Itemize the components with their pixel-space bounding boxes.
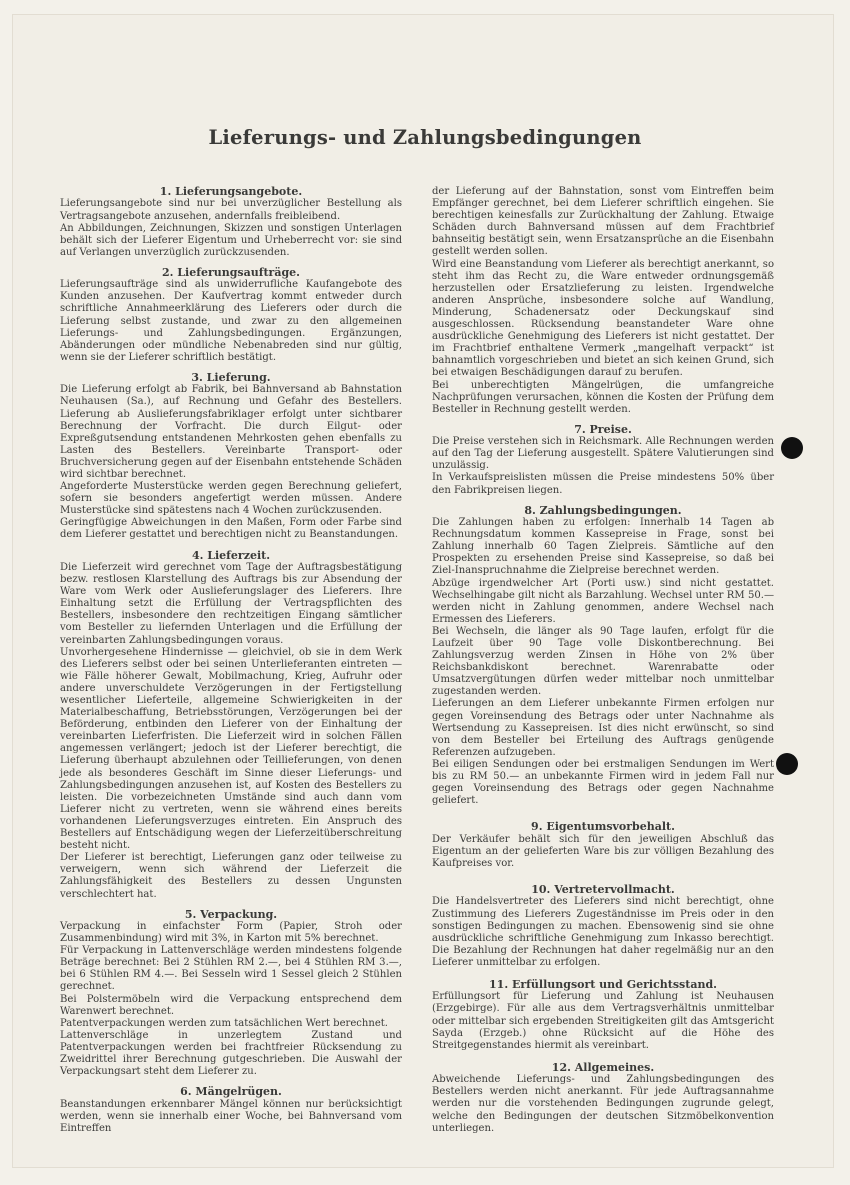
section-paragraph: Abweichende Lieferungs- und Zahlungsbedingungen des Bestellers werden nicht anerkannt. Für jede Auftragsannahme werden nur die vorstehenden Bedingungen zugrunde gelegt, welche den Bedingungen der deutschen Sitzmöbelkonvention unterliegen. <box>432 1074 774 1134</box>
section-heading: 2. Lieferungsaufträge. <box>161 265 300 279</box>
section-paragraph: der Lieferung auf der Bahnstation, sonst vom Eintreffen beim Empfänger gerechnet, bei dem Lieferer schriftlich eingehen. Sie berechtigen keinesfalls zur Zurückhaltung der Zahlung. Etwaige Schäden durch Bahnversand müssen auf dem Frachtbrief bahnseitig bestätigt sein, wenn Ersatzansprüche an die Eisenbahn gestellt werden sollen. <box>432 186 774 258</box>
section-heading: 4. Lieferzeit. <box>191 548 271 562</box>
section-paragraph: Lieferungsaufträge sind als unwiderrufliche Kaufangebote des Kunden anzusehen. Der Kaufvertrag kommt entweder durch schriftliche Annahmeerklärung des Lieferers oder durch die Lieferung selbst zustande, und zwar zu den allgemeinen Lieferungs- und Zahlungsbedingungen. Ergänzungen, Abänderungen oder mündliche Nebenabreden sind nur gültig, wenn sie der Lieferer schriftlich bestätigt. <box>60 279 402 363</box>
section-heading: 9. Eigentumsvorbehalt. <box>531 820 675 834</box>
section-paragraph: Wird eine Beanstandung vom Lieferer als berechtigt anerkannt, so steht ihm das Recht zu, die Ware entweder ordnungsgemäß herzustellen oder Ersatzlieferung zu leisten. Irgendwelche anderen Ansprüche, insbesondere solche auf Wandlung, Minderung, Schadenersatz oder Deckungskauf sind ausgeschlossen. Rücksendung beanstandeter Ware ohne ausdrückliche Genehmigung des Lieferers ist nicht gestattet. Der im Frachtbrief enthaltene Vermerk „mangelhaft verpackt“ ist bahnamtlich vorgeschrieben und bietet an sich keinen Grund, sich bei etwaigen Beschädigungen darauf zu berufen. <box>432 258 774 379</box>
section <box>432 424 774 497</box>
section-paragraph: Die Lieferzeit wird gerechnet vom Tage der Auftragsbestätigung bezw. restlosen Klarstellung des Auftrags bis zur Absendung der Ware vom Werk oder Auslieferungslager des Lieferers. Ihre Einhaltung setzt die Erfüllung der Vertragspflichten des Bestellers, insbesondere den rechtzeitigen Eingang sämtlicher vom Besteller zu liefernden Unterlagen und die Erfüllung der vereinbarten Zahlungsbedingungen voraus. <box>60 561 402 646</box>
section-paragraph: Bei unberechtigten Mängelrügen, die umfangreiche Nachprüfungen verursachen, können die Kosten der Prüfung dem Besteller in Rechnung gestellt werden. <box>432 379 774 415</box>
section <box>432 884 774 969</box>
section <box>60 372 402 542</box>
section-paragraph: Angeforderte Musterstücke werden gegen Berechnung geliefert, sofern sie besonders angefertigt werden müssen. Andere Musterstücke sind spätestens nach 4 Wochen zurückzusenden. <box>60 481 402 517</box>
section-heading: 5. Verpackung. <box>184 907 278 921</box>
section-paragraph: Unvorhergesehene Hindernisse — gleichviel, ob sie in dem Werk des Lieferers selbst oder bei seinen Unterlieferanten eintreten — wie Fälle höherer Gewalt, Mobilmachung, Krieg, Aufruhr oder andere unverschuldete Verzögerungen in der Fertigstellung wesentlicher Lieferteile, allgemeine Schwierigkeiten in der Materialbeschaffung, Betriebsstörungen, Verzögerungen bei der Beförderung, entbinden den Lieferer von der Einhaltung der vereinbarten Lieferfristen. Die Lieferzeit wird in solchen Fällen angemessen verlängert; jedoch ist der Lieferer berechtigt, die Lieferung überhaupt abzulehnen oder Teillieferungen, von denen jede als besonderes Geschäft im Sinne dieser Lieferungs- und Zahlungsbedingungen anzusehen ist, auf Kosten des Bestellers zu leisten. Die vorbezeichneten Umstände sind auch dann vom Lieferer nicht zu vertreten, wenn sie während eines bereits vorhandenen Lieferungsverzuges eintreten. Ein Anspruch des Bestellers auf Entschädigung wegen der Lieferzeitüberschreitung besteht nicht. <box>60 646 402 852</box>
section-paragraph: Der Lieferer ist berechtigt, Lieferungen ganz oder teilweise zu verweigern, wenn sich während der Lieferzeit die Zahlungsfähigkeit des Bestellers zu dessen Ungunsten verschlechtert hat. <box>60 852 402 900</box>
section-paragraph: Für Verpackung in Lattenverschläge werden mindestens folgende Beträge berechnet: Bei 2 Stühlen RM 2.—, bei 4 Stühlen RM 3.—, bei 6 Stühlen RM 4.—. Bei Sesseln wird 1 Sessel gleich 2 Stühlen gerechnet. <box>60 945 402 993</box>
section-paragraph: Lieferungen an dem Lieferer unbekannte Firmen erfolgen nur gegen Voreinsendung des Betrags oder unter Nachnahme als Wertsendung zu Kassepreisen. Ist dies nicht erwünscht, so sind von dem Besteller bei Erteilung des Auftrags genügende Referenzen aufzugeben. <box>432 698 774 758</box>
section-paragraph: Erfüllungsort für Lieferung und Zahlung ist Neuhausen (Erzgebirge). Für alle aus dem Vertragsverhältnis unmittelbar oder mittelbar sich ergebenden Streitigkeiten gilt das Amtsgericht Sayda (Erzgeb.) ohne Rücksicht auf die Höhe des Streitgegenstandes hiermit als vereinbart. <box>432 991 774 1051</box>
section-paragraph: Bei Wechseln, die länger als 90 Tage laufen, erfolgt für die Laufzeit über 90 Tage volle Diskontberechnung. Bei Zahlungsverzug werden Zinsen in Höhe von 2% über Reichsbankdiskont berechnet. Warenrabatte oder Umsatzvergütungen dürfen weder mittelbar noch unmittelbar zugestanden werden. <box>432 625 774 698</box>
section <box>432 1062 774 1135</box>
section-paragraph: Die Lieferung erfolgt ab Fabrik, bei Bahnversand ab Bahnstation Neuhausen (Sa.), auf Rechnung und Gefahr des Bestellers. Lieferung ab Auslieferungsfabriklager erfolgt unter sichtbarer Berechnung der Vorfracht. Die durch Eilgut- oder Expreßgutsendung entstandenen Mehrkosten gehen ebenfalls zu Lasten des Bestellers. Vereinbarte Transport- oder Bruchversicherung gegen auf der Eisenbahn entstehende Schäden wird sichtbar berechnet. <box>60 384 402 480</box>
section-paragraph: An Abbildungen, Zeichnungen, Skizzen und sonstigen Unterlagen behält sich der Lieferer Eigentum und Urheberrecht vor: sie sind auf Verlangen unverzüglich zurückzusenden. <box>60 222 402 258</box>
section <box>60 550 402 901</box>
section <box>60 186 402 259</box>
section-paragraph: Abzüge irgendwelcher Art (Porti usw.) sind nicht gestattet. Wechselhingabe gilt nicht als Barzahlung. Wechsel unter RM 50.— werden nicht in Zahlung genommen, andere Wechsel nach Ermessen des Lieferers. <box>432 577 774 625</box>
section-heading: 10. Vertretervollmacht. <box>531 883 675 896</box>
section-paragraph: Die Zahlungen haben zu erfolgen: Innerhalb 14 Tagen ab Rechnungsdatum kommen Kassepreise in Frage, sonst bei Zahlung innerhalb 60 Tagen Zielpreis. Sämtliche auf den Prospekten zu ersehenden Preise sind Kassepreise, so daß bei Ziel-Inanspruchnahme die Zielpreise berechnet werden. <box>432 517 774 577</box>
section-paragraph: Der Verkäufer behält sich für den jeweiligen Abschluß das Eigentum an der gelieferten Ware bis zur völligen Bezahlung des Kaufpreises vor. <box>432 833 774 869</box>
section-paragraph: Verpackung in einfachster Form (Papier, Stroh oder Zusammenbindung) wird mit 3%, in Karton mit 5% berechnet. <box>60 921 402 945</box>
left-column <box>60 186 402 1135</box>
section-heading: 12. Allgemeines. <box>551 1060 655 1074</box>
section-paragraph: Lattenverschläge in unzerlegtem Zustand und Patentverpackungen werden bei frachtfreier Rücksendung zu Zweidrittel ihrer Berechnung gutgeschrieben. Die Auswahl der Verpackungsart steht dem Lieferer zu. <box>60 1029 402 1078</box>
section-heading: 11. Erfüllungsort und Gerichtsstand. <box>489 977 717 991</box>
section-heading: 7. Preise. <box>574 422 632 436</box>
section <box>432 821 774 870</box>
section <box>60 267 402 364</box>
section-paragraph: Die Preise verstehen sich in Reichsmark. Alle Rechnungen werden auf den Tag der Lieferung ausgestellt. Spätere Valutierungen sind unzulässig. <box>432 436 774 472</box>
page-title: Lieferungs- und Zahlungsbedingungen <box>208 126 642 149</box>
section <box>432 186 774 416</box>
section <box>60 1086 402 1135</box>
section-paragraph: Patentverpackungen werden zum tatsächlichen Wert berechnet. <box>60 1017 389 1029</box>
section-paragraph: In Verkaufspreislisten müssen die Preise mindestens 50% über den Fabrikpreisen liegen. <box>432 472 774 496</box>
punch-hole <box>776 753 798 775</box>
punch-hole <box>781 437 803 459</box>
section-paragraph: Beanstandungen erkennbarer Mängel können nur berücksichtigt werden, wenn sie innerhalb einer Woche, bei Bahnversand vom Eintreffen <box>60 1098 402 1134</box>
section-heading: 3. Lieferung. <box>191 370 271 384</box>
section-paragraph: Die Handelsvertreter des Lieferers sind nicht berechtigt, ohne Zustimmung des Lieferers Zugeständnisse im Preis oder in den sonstigen Bedingungen zu machen. Ebensowenig sind sie ohne ausdrückliche schriftliche Genehmigung zum Inkasso berechtigt. Die Bezahlung der Rechnungen hat daher regelmäßig nur an den Lieferer unmittelbar zu erfolgen. <box>432 896 774 968</box>
section-paragraph: Bei Polstermöbeln wird die Verpackung entsprechend dem Warenwert berechnet. <box>60 993 402 1017</box>
section <box>432 505 774 808</box>
section-paragraph: Bei eiligen Sendungen oder bei erstmaligen Sendungen im Wert bis zu RM 50.— an unbekannte Firmen wird in jedem Fall nur gegen Voreinsendung des Betrags oder gegen Nachnahme geliefert. <box>432 758 774 807</box>
section-heading: 6. Mängelrügen. <box>180 1085 282 1099</box>
section <box>60 909 402 1079</box>
section-heading: 1. Lieferungsangebote. <box>159 185 303 198</box>
section-heading: 8. Zahlungsbedingungen. <box>524 503 682 517</box>
section-paragraph: Geringfügige Abweichungen in den Maßen, Form oder Farbe sind dem Lieferer gestattet und berechtigen nicht zu Beanstandungen. <box>60 517 402 541</box>
right-column <box>432 186 774 1135</box>
section-paragraph: Lieferungsangebote sind nur bei unverzüglicher Bestellung als Vertragsangebote anzusehen, andernfalls freibleibend. <box>60 198 402 222</box>
section <box>432 979 774 1052</box>
